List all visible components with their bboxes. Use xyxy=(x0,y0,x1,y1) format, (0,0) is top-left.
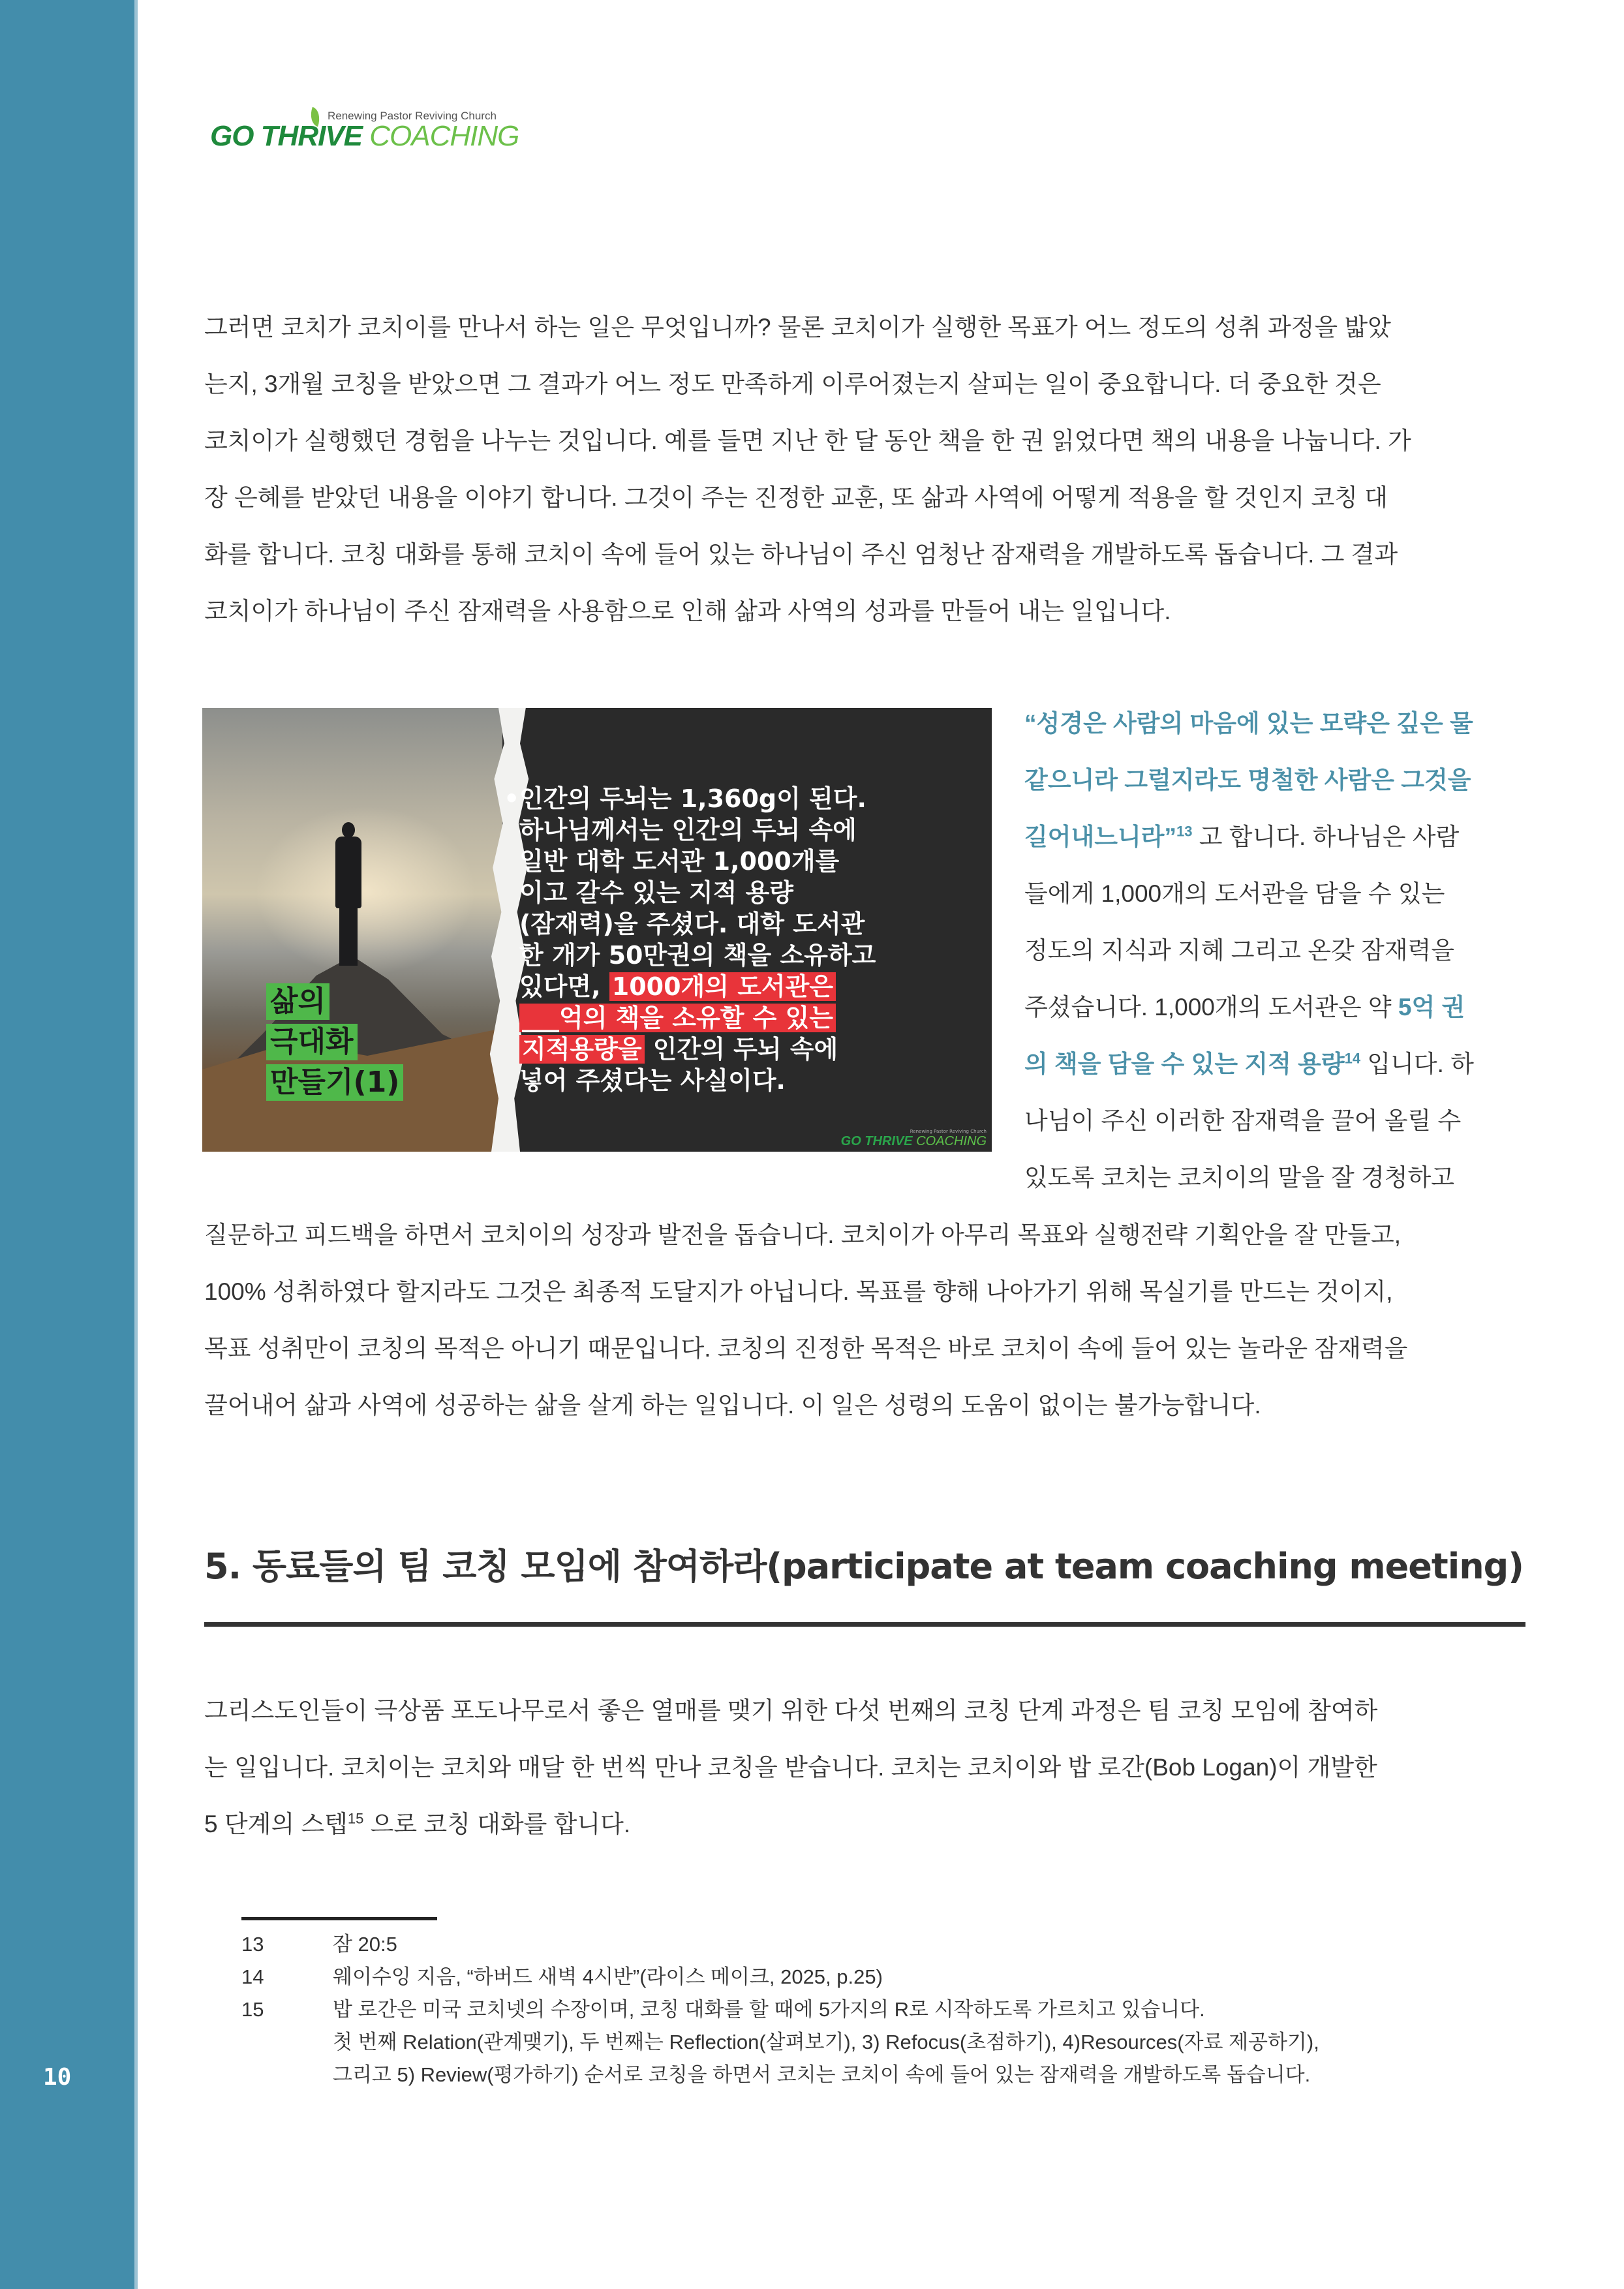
bible-quote: “성경은 사람의 마음에 있는 모략은 깊은 물 xyxy=(1024,710,1473,737)
highlight: 지적용량을 xyxy=(519,1035,645,1064)
section-divider xyxy=(204,1622,1525,1627)
text-line: 코치이가 실행했던 경험을 나누는 것입니다. 예를 들면 지난 한 달 동안 책을 한 권 읽었다면 책의 내용을 나눕니다. 가 xyxy=(204,427,1411,454)
slide-body-text: • 인간의 두뇌는 1,360g이 된다. 하나님께서는 인간의 두뇌 속에 일반 대학 도서관 1,000개를 이고 갈수 있는 지적 용량 (잠재력)을 주셨다. 대학 도서관 한 개가 50만권의 책을 소유하고 있다면, 1000개의 도서관은 ___억의 책을 소유할 수 있는 지적용량을 인간의 두뇌 속에 넣어 주셨다는 사실이다. xyxy=(504,784,876,1095)
section-paragraph xyxy=(204,1682,1525,1852)
footnote-ref[interactable]: 14 xyxy=(1344,1050,1361,1067)
logo-go-thrive: GO THRIVE xyxy=(210,120,363,152)
side-column-text: “성경은 사람의 마음에 있는 모략은 깊은 물 같으니라 그럴지라도 명철한 사람은 그것을 길어내느니라”$^{13}$ 고 합니다. 하나님은 사람 들에게 1,000개의 도서관을 담을 수 있는 정도의 지식과 지혜 그리고 온갖 잠재력을 주셨습니다. 1,000개의 도서관은 약 5억 권 의 책을 담을 수 있는 지적 용량$^{14}$ 입니다. 하 나님이 주신 이러한 잠재력을 끌어 올릴 수 있도록 코치는 코치이의 말을 잘 경청하고 xyxy=(1024,695,1527,1206)
sidebar-divider xyxy=(134,0,138,2289)
text-line: 는 일입니다. 코치이는 코치와 매달 한 번씩 만나 코칭을 받습니다. 코치는 코치이와 밥 로간(Bob Logan)이 개발한 xyxy=(204,1754,1377,1781)
logo-wordmark xyxy=(210,120,519,153)
continued-paragraph xyxy=(204,1206,1525,1434)
text-line: 는지, 3개월 코칭을 받았으면 그 결과가 어느 정도 만족하게 이루어졌는지 살피는 일이 중요합니다. 더 중요한 것은 xyxy=(204,371,1381,397)
bible-quote: 같으니라 그럴지라도 명철한 사람은 그것을 xyxy=(1024,767,1471,793)
text-line: 질문하고 피드백을 하면서 코치이의 성장과 발전을 돕습니다. 코치이가 아무리 목표와 실행전략 기획안을 잘 만들고, xyxy=(204,1221,1402,1248)
footnote-14: 14 웨이수잉 지음, “하버드 새벽 4시반”(라이스 메이크, 2025, p.25) xyxy=(241,1965,883,1988)
text-line: 끌어내어 삶과 사역에 성공하는 삶을 살게 하는 일입니다. 이 일은 성령의 도움이 없이는 불가능합니다. xyxy=(204,1392,1261,1419)
text-line: 그리스도인들이 극상품 포도나무로서 좋은 열매를 맺기 위한 다섯 번째의 코칭 단계 과정은 팀 코칭 모임에 참여하 xyxy=(204,1697,1378,1724)
hiker-silhouette xyxy=(334,822,363,966)
page-number: 10 xyxy=(43,2064,72,2091)
text-line: 코치이가 하나님이 주신 잠재력을 사용함으로 인해 삶과 사역의 성과를 만들어 내는 일입니다. xyxy=(204,598,1171,624)
footnote-13: 13 잠 20:5 xyxy=(241,1933,397,1956)
bullet-icon: • xyxy=(504,784,520,813)
footnote-ref[interactable]: 13 xyxy=(1176,823,1193,840)
highlight: ___억의 책을 소유할 수 있는 xyxy=(519,1004,836,1032)
footnotes xyxy=(241,1928,1319,2091)
footnote-15: 15 밥 로간은 미국 코치넷의 수장이며, 코칭 대화를 할 때에 5가지의 R로 시작하도록 가르치고 있습니다. 첫 번째 Relation(관계맺기), 두 번째는 Reflection(살펴보기), 3) Refocus(초점하기), 4)Resources(자료 제공하기), 그리고 5) Review(평가하기) 순서로 코칭을 하면서 코치는 코치이 속에 들어 있는 잠재력을 개발하도록 돕습니다. xyxy=(241,1998,1319,2086)
footnote-ref[interactable]: 15 xyxy=(347,1810,364,1827)
slide-title-label: 삶의 극대화 만들기(1) xyxy=(266,983,403,1105)
slide-image xyxy=(202,708,992,1152)
text-line: 5 단계의 스텝$^{15}$ 으로 코칭 대화를 합니다. xyxy=(204,1810,631,1837)
text-line: 목표 성취만이 코칭의 목적은 아니기 때문입니다. 코칭의 진정한 목적은 바로 코치이 속에 들어 있는 놀라운 잠재력을 xyxy=(204,1335,1408,1362)
slide-logo: Renewing Pastor Reviving Church GO THRIVE COACHING xyxy=(840,1129,987,1148)
text-line: 100% 성취하였다 할지라도 그것은 최종적 도달지가 아닙니다. 목표를 향해 나아가기 위해 목실기를 만드는 것이지, xyxy=(204,1278,1393,1305)
logo-coaching: COACHING xyxy=(362,120,519,152)
page-sidebar xyxy=(0,0,134,2289)
text-line: 화를 합니다. 코칭 대화를 통해 코치이 속에 들어 있는 하나님이 주신 엄청난 잠재력을 개발하도록 돕습니다. 그 결과 xyxy=(204,541,1398,568)
logo-tagline: Renewing Pastor Reviving Church xyxy=(328,110,497,122)
section-heading: 5. 동료들의 팀 코칭 모임에 참여하라(participate at team coaching meeting) xyxy=(204,1546,1524,1587)
intro-paragraph xyxy=(204,299,1525,639)
text-line: 그러면 코치가 코치이를 만나서 하는 일은 무엇입니까? 물론 코치이가 실행한 목표가 어느 정도의 성취 과정을 밟았 xyxy=(204,314,1391,341)
highlight: 1000개의 도서관은 xyxy=(609,972,836,1001)
text-line: 장 은혜를 받았던 내용을 이야기 합니다. 그것이 주는 진정한 교훈, 또 삶과 사역에 어떻게 적용을 할 것인지 코칭 대 xyxy=(204,484,1388,511)
footnote-divider xyxy=(241,1917,437,1920)
